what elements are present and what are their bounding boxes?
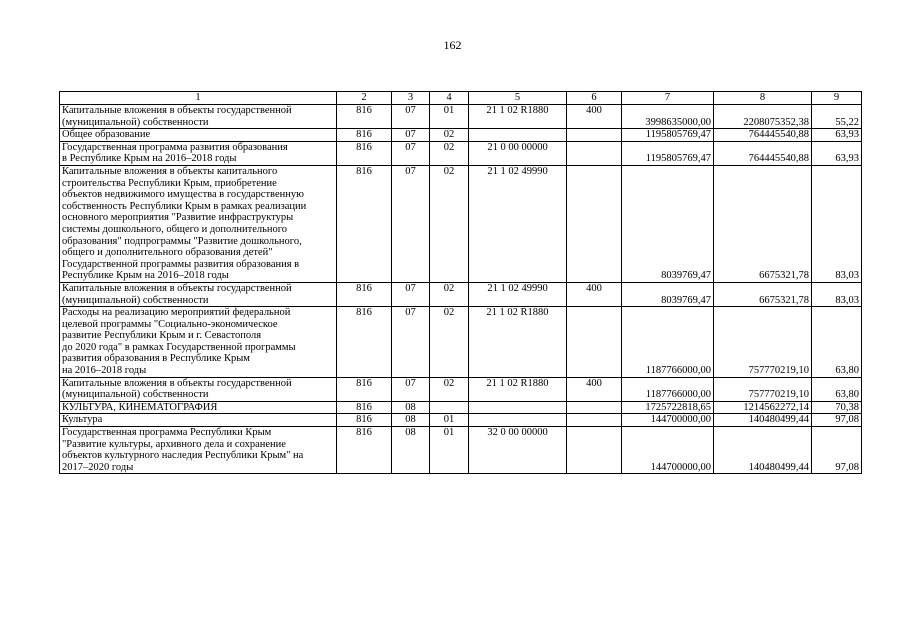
table-row — [60, 414, 862, 427]
table-row — [60, 105, 862, 129]
row-description: Государственная программа развития образования в Республике Крым на 2016–2018 годы — [60, 141, 337, 165]
subsection-code: 02 — [430, 165, 469, 282]
section-code: 07 — [392, 282, 430, 306]
grbs-code: 816 — [337, 307, 392, 378]
execution-percent: 83,03 — [812, 282, 862, 306]
section-code: 07 — [392, 129, 430, 142]
target-article-code: 21 1 02 R1880 — [469, 377, 567, 401]
row-description: Капитальные вложения в объекты капитального строительства Республики Крым, приобретение объектов недвижимого имущества в государственную собственность Республики Крым в рамках реализации основного мероприятия "Развитие инфраструктуры системы дошкольного, общего и дополнительного образования" подпрограммы "Развитие дошкольного, общего и дополнительного образования детей" Государственной программы развития образования в Республике Крым на 2016–2018 годы — [60, 165, 337, 282]
column-header: 7 — [622, 92, 714, 105]
execution-percent: 97,08 — [812, 414, 862, 427]
subsection-code: 01 — [430, 427, 469, 474]
table-row — [60, 377, 862, 401]
planned-amount: 144700000,00 — [622, 414, 714, 427]
subsection-code: 01 — [430, 414, 469, 427]
expense-type-code — [567, 414, 622, 427]
planned-amount: 1195805769,47 — [622, 129, 714, 142]
grbs-code: 816 — [337, 427, 392, 474]
planned-amount: 1187766000,00 — [622, 307, 714, 378]
executed-amount: 1214562272,14 — [714, 401, 812, 414]
grbs-code: 816 — [337, 282, 392, 306]
budget-table — [59, 91, 862, 474]
section-code: 07 — [392, 377, 430, 401]
expense-type-code: 400 — [567, 377, 622, 401]
execution-percent: 63,93 — [812, 129, 862, 142]
execution-percent: 70,38 — [812, 401, 862, 414]
row-description: Капитальные вложения в объекты государственной (муниципальной) собственности — [60, 282, 337, 306]
column-header: 9 — [812, 92, 862, 105]
grbs-code: 816 — [337, 141, 392, 165]
target-article-code — [469, 129, 567, 142]
target-article-code: 21 0 00 00000 — [469, 141, 567, 165]
column-header: 4 — [430, 92, 469, 105]
execution-percent: 55,22 — [812, 105, 862, 129]
planned-amount: 3998635000,00 — [622, 105, 714, 129]
executed-amount: 764445540,88 — [714, 141, 812, 165]
column-number-row — [60, 92, 862, 105]
target-article-code: 21 1 02 R1880 — [469, 307, 567, 378]
executed-amount: 2208075352,38 — [714, 105, 812, 129]
table-row — [60, 129, 862, 142]
section-code: 08 — [392, 427, 430, 474]
grbs-code: 816 — [337, 401, 392, 414]
subsection-code: 02 — [430, 282, 469, 306]
table-row — [60, 165, 862, 282]
expense-type-code: 400 — [567, 105, 622, 129]
expense-type-code — [567, 165, 622, 282]
expense-type-code — [567, 401, 622, 414]
column-header: 8 — [714, 92, 812, 105]
section-code: 07 — [392, 307, 430, 378]
execution-percent: 97,08 — [812, 427, 862, 474]
column-header: 2 — [337, 92, 392, 105]
executed-amount: 6675321,78 — [714, 165, 812, 282]
grbs-code: 816 — [337, 414, 392, 427]
grbs-code: 816 — [337, 129, 392, 142]
target-article-code — [469, 401, 567, 414]
planned-amount: 1195805769,47 — [622, 141, 714, 165]
expense-type-code — [567, 141, 622, 165]
expense-type-code — [567, 427, 622, 474]
execution-percent: 63,93 — [812, 141, 862, 165]
section-code: 08 — [392, 401, 430, 414]
target-article-code: 21 1 02 R1880 — [469, 105, 567, 129]
subsection-code: 02 — [430, 141, 469, 165]
row-description: Расходы на реализацию мероприятий федеральной целевой программы "Социально-экономическое развитие Республики Крым и г. Севастополя до 2020 года" в рамках Государственной программы развития образования в Республике Крым на 2016–2018 годы — [60, 307, 337, 378]
table-row — [60, 307, 862, 378]
subsection-code: 02 — [430, 307, 469, 378]
planned-amount: 8039769,47 — [622, 282, 714, 306]
target-article-code — [469, 414, 567, 427]
executed-amount: 140480499,44 — [714, 427, 812, 474]
subsection-code: 02 — [430, 377, 469, 401]
grbs-code: 816 — [337, 377, 392, 401]
table-row — [60, 141, 862, 165]
grbs-code: 816 — [337, 105, 392, 129]
planned-amount: 1187766000,00 — [622, 377, 714, 401]
column-header: 3 — [392, 92, 430, 105]
target-article-code: 21 1 02 49990 — [469, 165, 567, 282]
executed-amount: 764445540,88 — [714, 129, 812, 142]
grbs-code: 816 — [337, 165, 392, 282]
table-row — [60, 282, 862, 306]
row-description: КУЛЬТУРА, КИНЕМАТОГРАФИЯ — [60, 401, 337, 414]
executed-amount: 757770219,10 — [714, 307, 812, 378]
table-row — [60, 401, 862, 414]
row-description: Государственная программа Республики Крым "Развитие культуры, архивного дела и сохранение объектов культурного наследия Республики Крым" на 2017–2020 годы — [60, 427, 337, 474]
planned-amount: 1725722818,65 — [622, 401, 714, 414]
execution-percent: 83,03 — [812, 165, 862, 282]
row-description: Капитальные вложения в объекты государственной (муниципальной) собственности — [60, 105, 337, 129]
row-description: Общее образование — [60, 129, 337, 142]
section-code: 07 — [392, 141, 430, 165]
executed-amount: 6675321,78 — [714, 282, 812, 306]
page-number: 162 — [443, 38, 462, 52]
subsection-code: 02 — [430, 129, 469, 142]
subsection-code — [430, 401, 469, 414]
execution-percent: 63,80 — [812, 377, 862, 401]
executed-amount: 757770219,10 — [714, 377, 812, 401]
row-description: Капитальные вложения в объекты государственной (муниципальной) собственности — [60, 377, 337, 401]
planned-amount: 8039769,47 — [622, 165, 714, 282]
planned-amount: 144700000,00 — [622, 427, 714, 474]
expense-type-code: 400 — [567, 282, 622, 306]
section-code: 07 — [392, 165, 430, 282]
executed-amount: 140480499,44 — [714, 414, 812, 427]
section-code: 07 — [392, 105, 430, 129]
subsection-code: 01 — [430, 105, 469, 129]
section-code: 08 — [392, 414, 430, 427]
column-header: 1 — [60, 92, 337, 105]
column-header: 6 — [567, 92, 622, 105]
expense-type-code — [567, 307, 622, 378]
table-row — [60, 427, 862, 474]
target-article-code: 32 0 00 00000 — [469, 427, 567, 474]
expense-type-code — [567, 129, 622, 142]
execution-percent: 63,80 — [812, 307, 862, 378]
row-description: Культура — [60, 414, 337, 427]
column-header: 5 — [469, 92, 567, 105]
target-article-code: 21 1 02 49990 — [469, 282, 567, 306]
